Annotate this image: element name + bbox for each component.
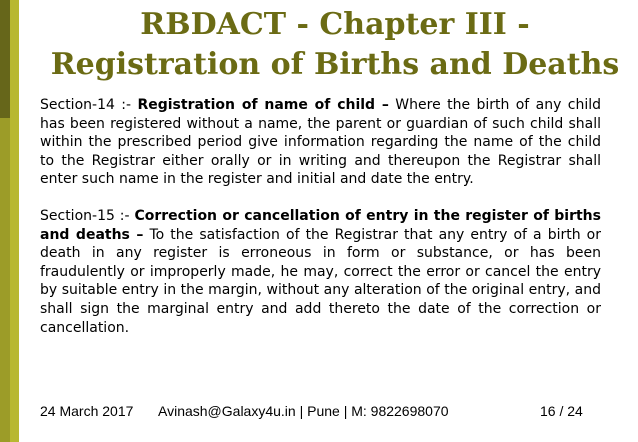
section-14-heading: Registration of name of child –: [137, 97, 389, 113]
accent-bar-lower: [0, 118, 10, 442]
section-14-prefix: Section-14 :-: [40, 97, 138, 113]
title-line-2: Registration of Births and Deaths: [50, 47, 620, 82]
section-15-prefix: Section-15 :-: [40, 207, 135, 224]
section-15-heading: Correction or cancellation of entry in the register of births and deaths –: [40, 207, 601, 243]
slide-title: [40, 5, 630, 85]
title-line-1: RBDACT - Chapter III -: [140, 7, 530, 42]
section-15-paragraph: [40, 207, 601, 337]
slide-body: [40, 96, 601, 355]
section-14-text: Where the birth of any child has been registered without a name, the parent or guardian of such child shall within the prescribed period give information regarding the name of the child to the Registrar either orally or in writing and thereupon the Registrar shall enter such name in the register and initial and date the entry.: [40, 97, 602, 188]
footer-page-number: 16 / 24: [540, 403, 583, 419]
footer-author: Avinash@Galaxy4u.in | Pune | M: 9822698070: [158, 403, 449, 419]
accent-bar-light: [10, 0, 19, 442]
section-14-paragraph: [40, 96, 601, 189]
section-15-text: To the satisfaction of the Registrar that any entry of a birth or death in any register is erroneous in form or substance, or has been fraudulently or improperly made, he may, correct the error or cancel the entry by suitable entry in the margin, without any alteration of the original entry, and shall sign the marginal entry and add thereto the date of the correction or cancellation.: [40, 226, 601, 336]
footer-date: 24 March 2017: [40, 403, 134, 419]
